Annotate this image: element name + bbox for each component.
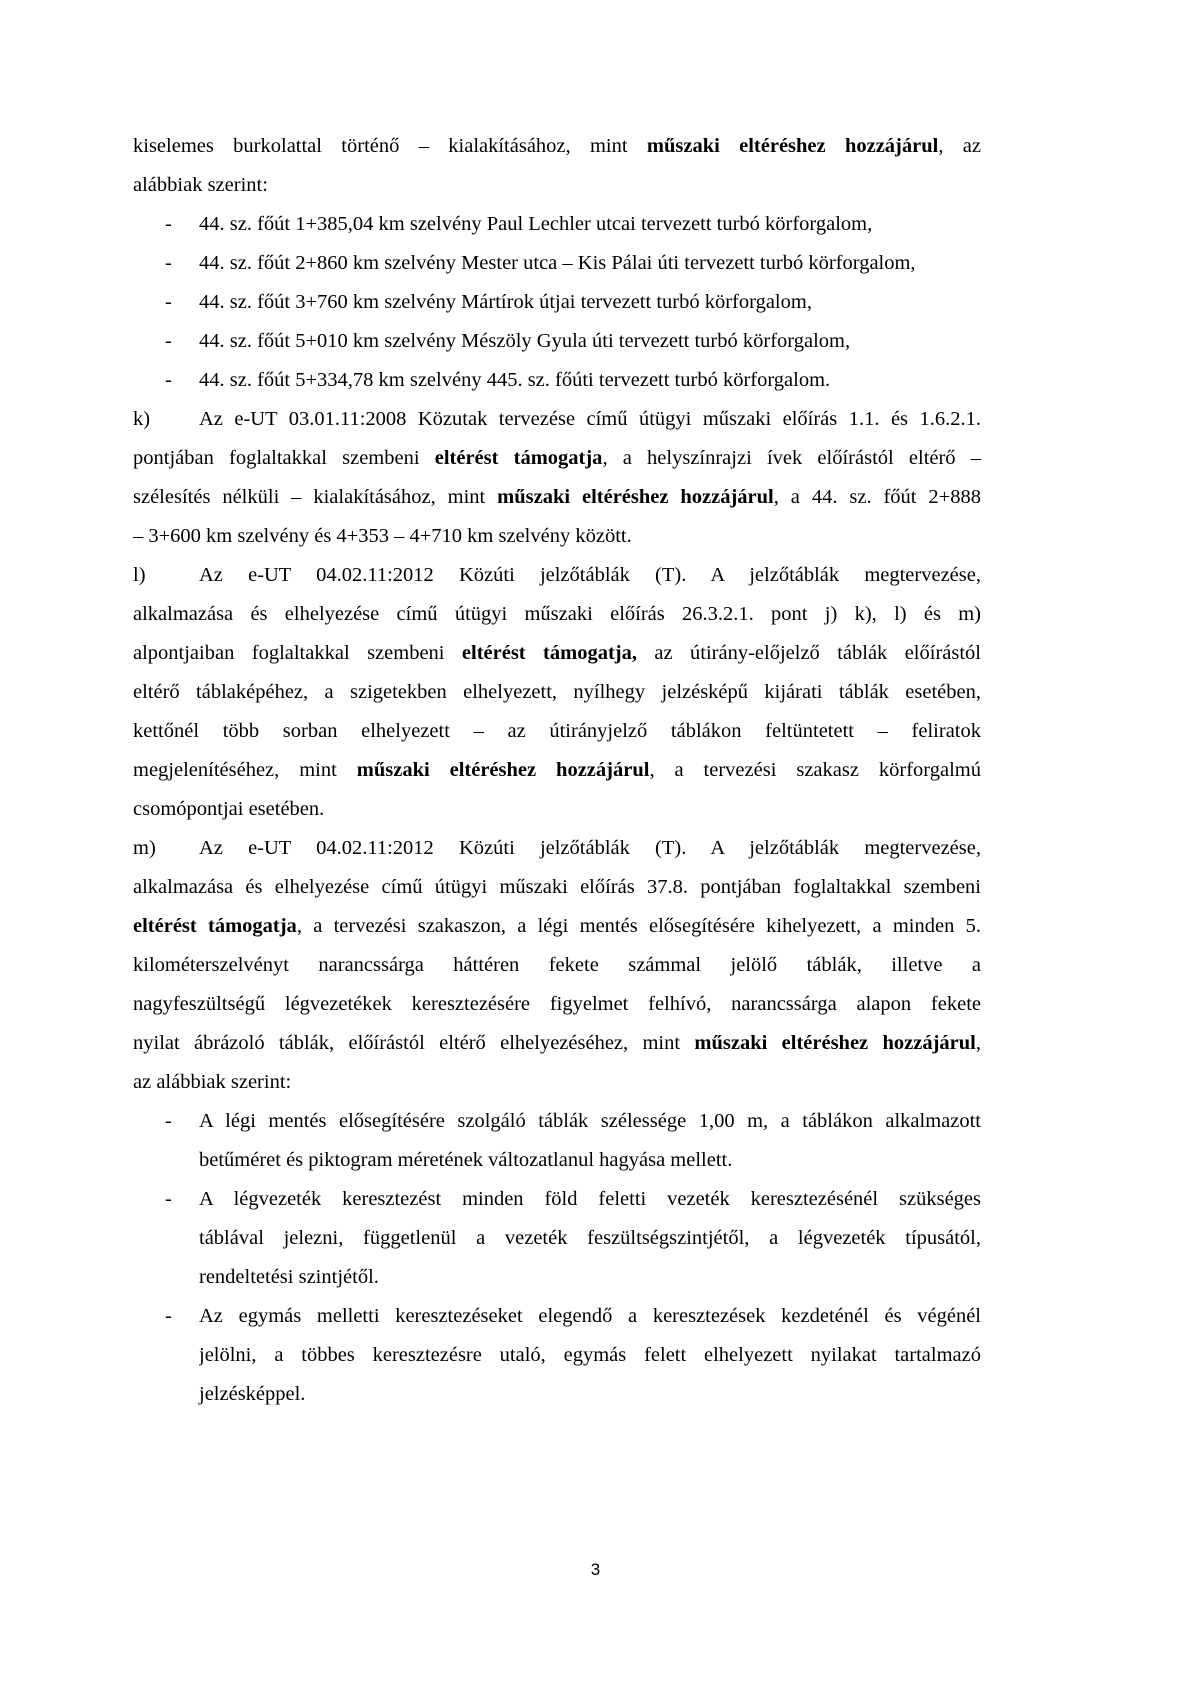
list-item-line: Az egymás melletti keresztezéseket elegendő a keresztezések kezdeténél és végénél xyxy=(199,1305,981,1327)
list-item: 44. sz. főút 5+334,78 km szelvény 445. sz. főúti tervezett turbó körforgalom. xyxy=(199,369,831,391)
paragraph-line: Az e-UT 04.02.11:2012 Közúti jelzőtáblák (T). A jelzőtáblák megtervezése, xyxy=(199,837,981,859)
section-label: l) xyxy=(133,564,146,586)
section-label: k) xyxy=(133,408,151,430)
text-span: , a helyszínrajzi ívek előírástól eltérő – xyxy=(602,447,981,469)
intro-line-2: alábbiak szerint: xyxy=(133,174,268,196)
list-item-line: jelzésképpel. xyxy=(199,1383,306,1405)
paragraph-line xyxy=(133,757,981,783)
text-span: alpontjaiban foglaltakkal szembeni xyxy=(133,642,462,664)
list-dash: - xyxy=(165,252,172,274)
text-span: , a tervezési szakasz körforgalmú xyxy=(649,759,981,781)
bold-phrase: eltérést támogatja xyxy=(434,447,603,469)
list-dash: - xyxy=(165,291,172,313)
text-span: nyilat ábrázoló táblák, előírástól eltérő elhelyezéséhez, mint xyxy=(133,1032,695,1054)
paragraph-line: kilométerszelvényt narancssárga háttéren fekete számmal jelölő táblák, illetve a xyxy=(133,954,981,976)
text-span: kiselemes burkolattal történő – kialakításához, mint xyxy=(133,135,647,157)
paragraph-line: eltérő táblaképéhez, a szigetekben elhelyezett, nyílhegy jelzésképű kijárati táblák esetében, xyxy=(133,681,981,703)
list-item-line: A légi mentés elősegítésére szolgáló táblák szélessége 1,00 m, a táblákon alkalmazott xyxy=(199,1110,981,1132)
paragraph-line xyxy=(133,913,981,939)
list-item: 44. sz. főút 3+760 km szelvény Mártírok útjai tervezett turbó körforgalom, xyxy=(199,291,812,313)
bold-phrase: műszaki eltéréshez hozzájárul xyxy=(694,1032,976,1054)
list-item-line: táblával jelezni, függetlenül a vezeték feszültségszintjétől, a légvezeték típusától, xyxy=(199,1227,981,1249)
bold-phrase: eltérést támogatja xyxy=(133,915,297,937)
list-dash: - xyxy=(165,1110,172,1132)
section-label: m) xyxy=(133,837,156,859)
list-item-line: jelölni, a többes keresztezésre utaló, egymás felett elhelyezett nyilakat tartalmazó xyxy=(199,1344,981,1366)
list-item-line: betűméret és piktogram méretének változatlanul hagyása mellett. xyxy=(199,1149,733,1171)
text-span: az útirány-előjelző táblák előírástól xyxy=(636,642,981,664)
paragraph-line xyxy=(133,640,981,666)
text-span: megjelenítéséhez, mint xyxy=(133,759,357,781)
bold-phrase: eltérést támogatja, xyxy=(461,642,637,664)
paragraph-line: alkalmazása és elhelyezése című útügyi műszaki előírás 26.3.2.1. pont j) k), l) és m) xyxy=(133,603,981,625)
list-item: 44. sz. főút 1+385,04 km szelvény Paul Lechler utcai tervezett turbó körforgalom, xyxy=(199,213,873,235)
paragraph-line: – 3+600 km szelvény és 4+353 – 4+710 km szelvény között. xyxy=(133,525,632,547)
text-span: , xyxy=(975,1032,981,1054)
bold-phrase: műszaki eltéréshez hozzájárul xyxy=(356,759,650,781)
text-span: , a 44. sz. főút 2+888 xyxy=(773,486,981,508)
list-item: 44. sz. főút 2+860 km szelvény Mester utca – Kis Pálai úti tervezett turbó körforgalom, xyxy=(199,252,916,274)
list-item: 44. sz. főút 5+010 km szelvény Mészöly Gyula úti tervezett turbó körforgalom, xyxy=(199,330,851,352)
text-span: , az xyxy=(938,135,981,157)
list-item-line: rendeltetési szintjétől. xyxy=(199,1266,379,1288)
list-item-line: A légvezeték keresztezést minden föld feletti vezeték keresztezésénél szükséges xyxy=(199,1188,981,1210)
paragraph-line: nagyfeszültségű légvezetékek keresztezésére figyelmet felhívó, narancssárga alapon fekete xyxy=(133,993,981,1015)
paragraph-line: Az e-UT 03.01.11:2008 Közutak tervezése című útügyi műszaki előírás 1.1. és 1.6.2.1. xyxy=(199,408,981,430)
bold-phrase: műszaki eltéréshez hozzájárul xyxy=(497,486,774,508)
paragraph-line: csomópontjai esetében. xyxy=(133,798,325,820)
list-dash: - xyxy=(165,330,172,352)
text-span: , a tervezési szakaszon, a légi mentés elősegítésére kihelyezett, a minden 5. xyxy=(296,915,981,937)
paragraph-line: az alábbiak szerint: xyxy=(133,1071,292,1093)
list-dash: - xyxy=(165,369,172,391)
paragraph-line: Az e-UT 04.02.11:2012 Közúti jelzőtáblák (T). A jelzőtáblák megtervezése, xyxy=(199,564,981,586)
paragraph-line xyxy=(133,445,981,471)
text-span: pontjában foglaltakkal szembeni xyxy=(133,447,435,469)
list-dash: - xyxy=(165,1188,172,1210)
paragraph-line xyxy=(133,484,981,510)
intro-line-1 xyxy=(133,133,981,159)
text-span: szélesítés nélküli – kialakításához, mint xyxy=(133,486,498,508)
list-dash: - xyxy=(165,1305,172,1327)
paragraph-line xyxy=(133,1030,981,1056)
bold-phrase: műszaki eltéréshez hozzájárul xyxy=(646,135,939,157)
paragraph-line: kettőnél több sorban elhelyezett – az útirányjelző táblákon feltüntetett – feliratok xyxy=(133,720,981,742)
list-dash: - xyxy=(165,213,172,235)
page-number: 3 xyxy=(590,1560,601,1579)
paragraph-line: alkalmazása és elhelyezése című útügyi műszaki előírás 37.8. pontjában foglaltakkal szembeni xyxy=(133,876,981,898)
